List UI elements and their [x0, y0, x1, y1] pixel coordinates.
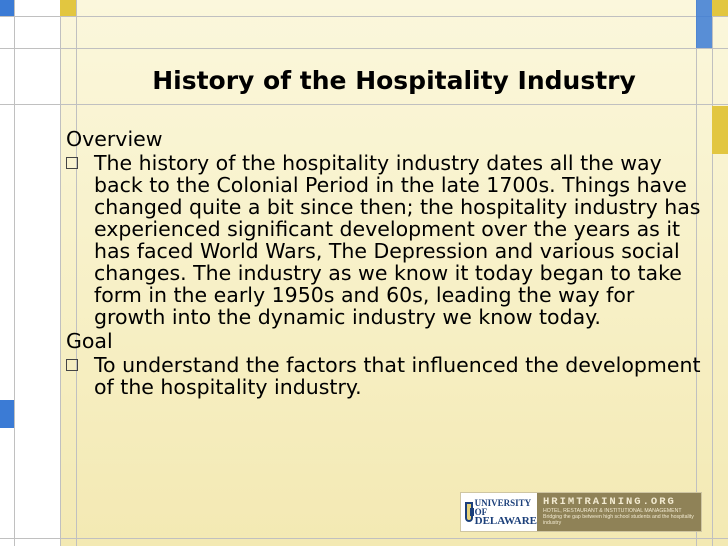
slide-body [66, 128, 706, 400]
section-heading-goal: Goal [66, 329, 113, 353]
grid-line [14, 0, 15, 546]
grid-line [0, 104, 728, 105]
accent-block-gold [712, 0, 728, 16]
bullet-text: To understand the factors that influenced the development of the hospitality industry. [94, 353, 701, 399]
accent-block-gold [60, 0, 76, 16]
university-of-delaware-logo [461, 493, 537, 531]
grid-line [0, 538, 728, 539]
university-line2: DELAWARE [474, 514, 537, 527]
hrim-training-logo [537, 493, 701, 531]
university-line1: UNIVERSITY OF [474, 497, 531, 517]
hrim-subtitle: HOTEL, RESTAURANT & INSTITUTIONAL MANAGEMENT [543, 508, 682, 514]
accent-block-blue [696, 0, 712, 48]
grid-line [0, 16, 728, 17]
bullet-item-overview [66, 152, 706, 328]
sponsor-logo [460, 492, 702, 532]
hrim-tagline: Bridging the gap between high school students and the hospitality industry [543, 514, 694, 526]
accent-block-gold [0, 0, 14, 546]
bullet-item-goal [66, 354, 706, 398]
grid-line [0, 48, 728, 49]
section-heading-overview: Overview [66, 127, 163, 151]
hrim-site-name: HRIMTRAINING.ORG [543, 496, 676, 508]
square-bullet-icon [66, 359, 78, 371]
bullet-text: The history of the hospitality industry dates all the way back to the Colonial Period in the late 1700s. Things have changed quite a bit since then; the hospitality industry has experienced significant development over the years as it has faced World Wars, The Depression and various social changes. The industry as we know it today began to take form in the early 1950s and 60s, leading the way for growth into the dynamic industry we know today. [94, 151, 701, 329]
university-seal-icon [465, 502, 473, 522]
accent-block-gold [712, 106, 728, 154]
slide-title: History of the Hospitality Industry [152, 66, 636, 95]
square-bullet-icon [66, 157, 78, 169]
